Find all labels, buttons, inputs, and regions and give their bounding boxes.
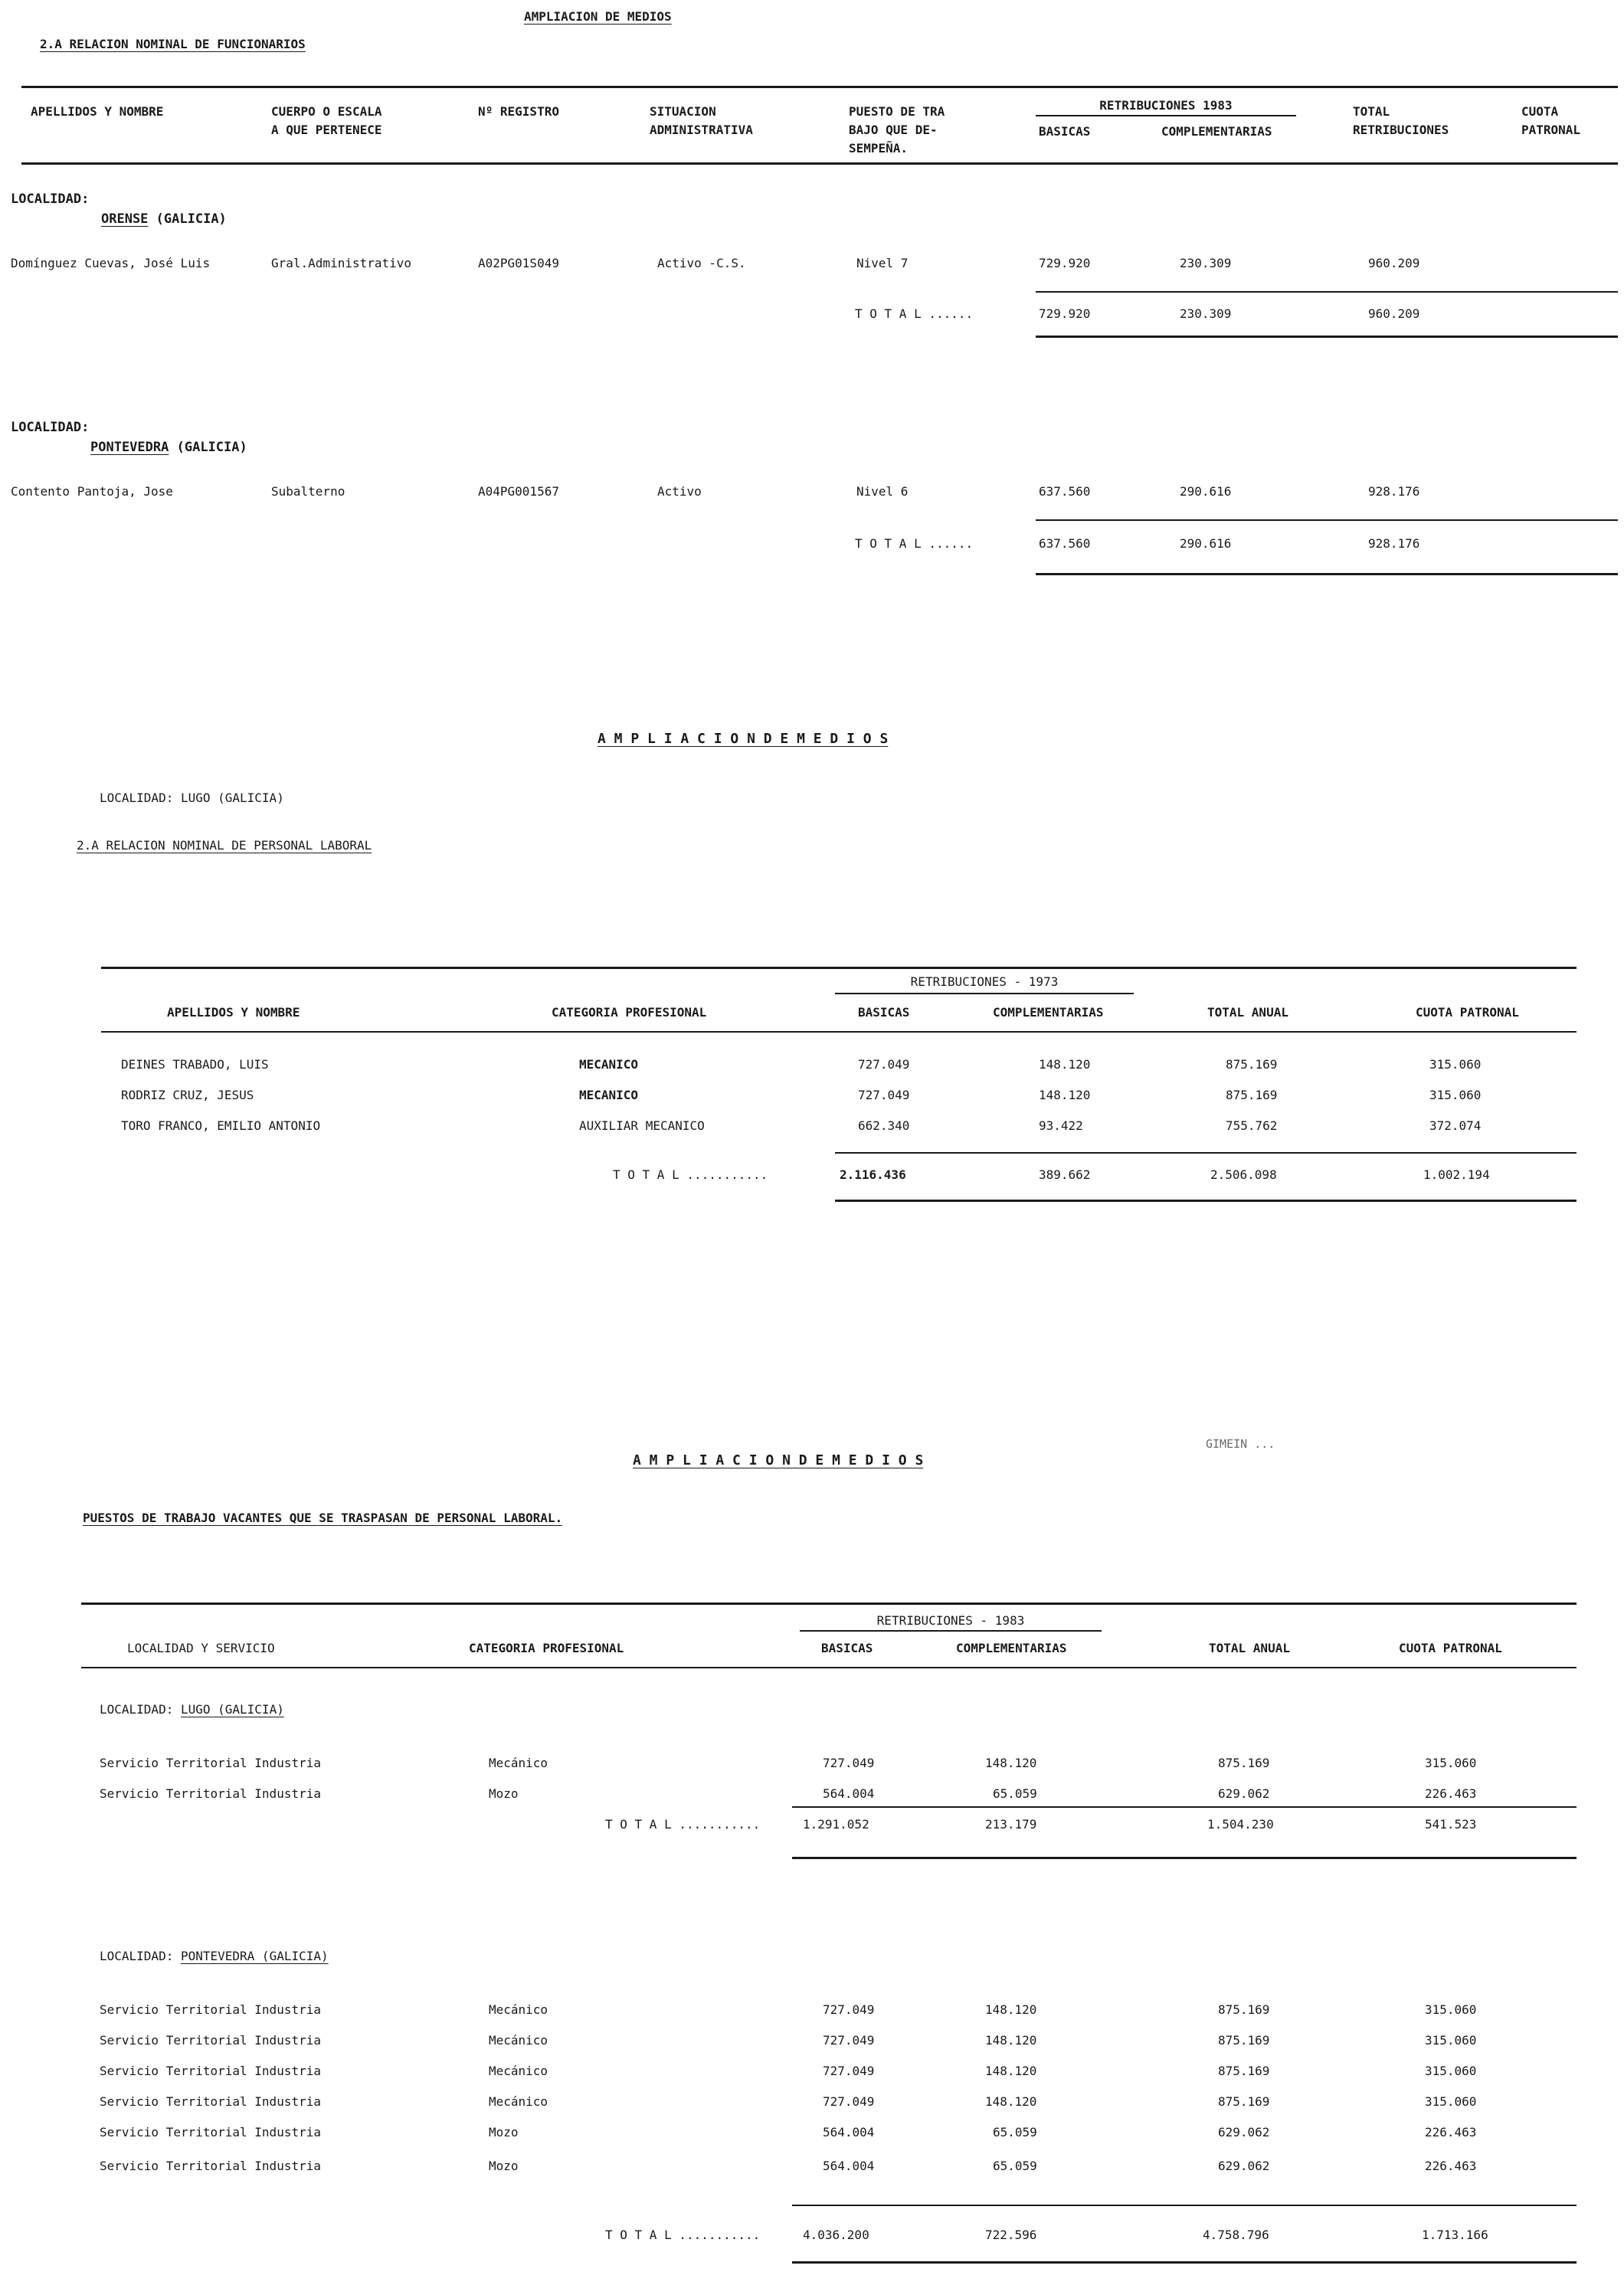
header-basicas: BASICAS <box>821 1641 873 1655</box>
total-top-rule <box>1036 519 1618 521</box>
section3-stamp: GIMEIN ... <box>1206 1437 1275 1451</box>
header-bottom-rule <box>101 1031 1577 1033</box>
cell-basicas: 727.049 <box>823 2033 875 2048</box>
total-cuota: 541.523 <box>1425 1817 1477 1832</box>
header-situacion-2: ADMINISTRATIVA <box>650 123 753 137</box>
cell-puesto: Nivel 6 <box>856 484 909 499</box>
cell-cuota: 315.060 <box>1429 1088 1482 1102</box>
cell-registro: A04PG001567 <box>478 484 559 499</box>
header-retribuciones-group: RETRIBUCIONES - 1973 <box>910 974 1059 989</box>
header-basicas: BASICAS <box>1039 124 1091 139</box>
cell-servicio: Servicio Territorial Industria <box>100 2033 321 2048</box>
header-puesto-2: BAJO QUE DE- <box>849 123 938 137</box>
cell-situacion: Activo -C.S. <box>657 256 746 270</box>
localidad-name: PONTEVEDRA (GALICIA) <box>90 440 247 455</box>
total-label: T O T A L ........... <box>605 1817 761 1832</box>
total-basicas: 1.291.052 <box>803 1817 869 1832</box>
section2-localidad: LOCALIDAD: LUGO (GALICIA) <box>100 791 284 805</box>
cell-complementarias: 290.616 <box>1180 484 1232 499</box>
cell-servicio: Servicio Territorial Industria <box>100 1756 321 1770</box>
cell-servicio: Servicio Territorial Industria <box>100 2002 321 2017</box>
header-cuerpo: CUERPO O ESCALA <box>271 104 382 119</box>
cell-total: 755.762 <box>1226 1118 1278 1133</box>
total-bottom-rule <box>835 1200 1577 1202</box>
total-bottom-rule <box>792 2261 1577 2264</box>
cell-total: 875.169 <box>1226 1057 1278 1072</box>
cell-cuota: 315.060 <box>1425 2033 1477 2048</box>
cell-complementarias: 148.120 <box>985 2002 1037 2017</box>
cell-apellidos: Contento Pantoja, Jose <box>11 484 173 499</box>
cell-total: 875.169 <box>1218 2094 1270 2109</box>
cell-servicio: Servicio Territorial Industria <box>100 2125 321 2139</box>
cell-categoria: Mecánico <box>489 1756 548 1770</box>
cell-categoria: Mozo <box>489 1786 519 1801</box>
cell-situacion: Activo <box>657 484 702 499</box>
cell-complementarias: 65.059 <box>993 2125 1037 2139</box>
cell-cuota: 315.060 <box>1425 2064 1477 2078</box>
total-complementarias: 230.309 <box>1180 306 1232 321</box>
localidad-label: LOCALIDAD: <box>11 192 90 207</box>
cell-cuerpo: Subalterno <box>271 484 345 499</box>
cell-total: 629.062 <box>1218 1786 1270 1801</box>
total-basicas: 637.560 <box>1039 536 1091 551</box>
cell-cuota: 315.060 <box>1425 2094 1477 2109</box>
cell-basicas: 727.049 <box>823 2002 875 2017</box>
table-top-rule <box>21 86 1618 88</box>
cell-total: 875.169 <box>1226 1088 1278 1102</box>
cell-cuerpo: Gral.Administrativo <box>271 256 412 270</box>
header-total: TOTAL <box>1353 104 1390 119</box>
header-situacion: SITUACION <box>650 104 716 119</box>
cell-cuota: 315.060 <box>1425 1756 1477 1770</box>
cell-basicas: 637.560 <box>1039 484 1091 499</box>
total-total: 960.209 <box>1368 306 1420 321</box>
header-total-2: RETRIBUCIONES <box>1353 123 1449 137</box>
retribuciones-rule <box>1036 115 1296 116</box>
cell-total: 629.062 <box>1218 2125 1270 2139</box>
header-bottom-rule <box>21 162 1618 165</box>
header-cuota: CUOTA PATRONAL <box>1416 1005 1519 1020</box>
header-cuerpo-2: A QUE PERTENECE <box>271 123 382 137</box>
total-label: T O T A L ........... <box>605 2228 761 2242</box>
cell-cuota: 372.074 <box>1429 1118 1482 1133</box>
cell-complementarias: 148.120 <box>985 2064 1037 2078</box>
cell-total: 629.062 <box>1218 2159 1270 2173</box>
cell-total: 875.169 <box>1218 2002 1270 2017</box>
header-total: TOTAL ANUAL <box>1207 1005 1288 1020</box>
cell-categoria: MECANICO <box>579 1088 639 1102</box>
section1-subtitle: 2.A RELACION NOMINAL DE FUNCIONARIOS <box>40 37 306 51</box>
total-total: 928.176 <box>1368 536 1420 551</box>
total-basicas: 2.116.436 <box>840 1167 906 1182</box>
header-categoria: CATEGORIA PROFESIONAL <box>469 1641 624 1655</box>
cell-categoria: AUXILIAR MECANICO <box>579 1118 705 1133</box>
cell-complementarias: 148.120 <box>985 2033 1037 2048</box>
cell-apellidos: Domínguez Cuevas, José Luis <box>11 256 211 270</box>
total-top-rule <box>792 2205 1577 2206</box>
total-complementarias: 213.179 <box>985 1817 1037 1832</box>
cell-basicas: 729.920 <box>1039 256 1091 270</box>
total-total: 2.506.098 <box>1210 1167 1277 1182</box>
cell-apellidos: RODRIZ CRUZ, JESUS <box>121 1088 254 1102</box>
table-top-rule <box>81 1603 1577 1605</box>
header-apellidos: APELLIDOS Y NOMBRE <box>31 104 164 119</box>
total-top-rule <box>835 1152 1577 1154</box>
total-label: T O T A L ........... <box>613 1167 768 1182</box>
cell-complementarias: 148.120 <box>985 2094 1037 2109</box>
cell-cuota: 226.463 <box>1425 2125 1477 2139</box>
header-puesto-3: SEMPEÑA. <box>849 141 909 156</box>
cell-complementarias: 93.422 <box>1039 1118 1083 1133</box>
header-puesto: PUESTO DE TRA <box>849 104 945 119</box>
section2-title: A M P L I A C I O N D E M E D I O S <box>598 731 889 747</box>
header-retribuciones-group: RETRIBUCIONES 1983 <box>1099 98 1233 113</box>
cell-basicas: 727.049 <box>858 1057 910 1072</box>
cell-total: 875.169 <box>1218 2033 1270 2048</box>
cell-basicas: 662.340 <box>858 1118 910 1133</box>
cell-categoria: Mecánico <box>489 2094 548 2109</box>
total-top-rule <box>792 1806 1577 1808</box>
cell-basicas: 564.004 <box>823 1786 875 1801</box>
cell-cuota: 315.060 <box>1425 2002 1477 2017</box>
cell-basicas: 564.004 <box>823 2159 875 2173</box>
cell-categoria: Mozo <box>489 2159 519 2173</box>
header-complementarias: COMPLEMENTARIAS <box>993 1005 1104 1020</box>
section3-title: A M P L I A C I O N D E M E D I O S <box>633 1452 924 1468</box>
retribuciones-rule <box>800 1630 1102 1632</box>
cell-cuota: 226.463 <box>1425 2159 1477 2173</box>
cell-servicio: Servicio Territorial Industria <box>100 1786 321 1801</box>
cell-complementarias: 65.059 <box>993 1786 1037 1801</box>
cell-categoria: Mecánico <box>489 2002 548 2017</box>
cell-cuota: 226.463 <box>1425 1786 1477 1801</box>
cell-basicas: 727.049 <box>823 1756 875 1770</box>
cell-categoria: Mecánico <box>489 2064 548 2078</box>
total-cuota: 1.713.166 <box>1422 2228 1488 2242</box>
cell-servicio: Servicio Territorial Industria <box>100 2094 321 2109</box>
total-bottom-rule <box>1036 336 1618 338</box>
cell-complementarias: 148.120 <box>985 1756 1037 1770</box>
cell-total: 960.209 <box>1368 256 1420 270</box>
total-label: T O T A L ...... <box>855 536 974 551</box>
table-top-rule <box>101 967 1577 969</box>
cell-registro: A02PG01S049 <box>478 256 559 270</box>
retribuciones-rule <box>835 993 1134 994</box>
total-basicas: 4.036.200 <box>803 2228 869 2242</box>
total-complementarias: 389.662 <box>1039 1167 1091 1182</box>
header-registro: Nº REGISTRO <box>478 104 559 119</box>
cell-apellidos: TORO FRANCO, EMILIO ANTONIO <box>121 1118 321 1133</box>
cell-servicio: Servicio Territorial Industria <box>100 2064 321 2078</box>
cell-basicas: 727.049 <box>823 2094 875 2109</box>
header-cuota: CUOTA PATRONAL <box>1399 1641 1502 1655</box>
cell-apellidos: DEINES TRABADO, LUIS <box>121 1057 269 1072</box>
total-complementarias: 290.616 <box>1180 536 1232 551</box>
total-total: 1.504.230 <box>1207 1817 1274 1832</box>
header-basicas: BASICAS <box>858 1005 910 1020</box>
total-bottom-rule <box>792 1857 1577 1859</box>
cell-basicas: 727.049 <box>858 1088 910 1102</box>
header-bottom-rule <box>81 1667 1577 1668</box>
cell-complementarias: 65.059 <box>993 2159 1037 2173</box>
header-retribuciones-group: RETRIBUCIONES - 1983 <box>876 1613 1025 1628</box>
header-complementarias: COMPLEMENTARIAS <box>956 1641 1067 1655</box>
group-localidad: LOCALIDAD: LUGO (GALICIA) <box>100 1702 284 1717</box>
cell-basicas: 727.049 <box>823 2064 875 2078</box>
total-label: T O T A L ...... <box>855 306 974 321</box>
section2-subtitle: 2.A RELACION NOMINAL DE PERSONAL LABORAL <box>77 838 372 853</box>
cell-cuota: 315.060 <box>1429 1057 1482 1072</box>
header-cuota: CUOTA <box>1521 104 1559 119</box>
section1-title: AMPLIACION DE MEDIOS <box>524 9 672 24</box>
total-complementarias: 722.596 <box>985 2228 1037 2242</box>
header-apellidos: APELLIDOS Y NOMBRE <box>167 1005 300 1020</box>
header-categoria: CATEGORIA PROFESIONAL <box>552 1005 707 1020</box>
header-complementarias: COMPLEMENTARIAS <box>1161 124 1272 139</box>
group-localidad: LOCALIDAD: PONTEVEDRA (GALICIA) <box>100 1949 329 1963</box>
cell-complementarias: 148.120 <box>1039 1057 1091 1072</box>
cell-servicio: Servicio Territorial Industria <box>100 2159 321 2173</box>
cell-puesto: Nivel 7 <box>856 256 909 270</box>
header-cuota-2: PATRONAL <box>1521 123 1581 137</box>
header-total: TOTAL ANUAL <box>1209 1641 1290 1655</box>
localidad-label: LOCALIDAD: <box>11 420 90 435</box>
total-basicas: 729.920 <box>1039 306 1091 321</box>
cell-complementarias: 230.309 <box>1180 256 1232 270</box>
total-total: 4.758.796 <box>1203 2228 1269 2242</box>
total-bottom-rule <box>1036 573 1618 575</box>
cell-total: 875.169 <box>1218 2064 1270 2078</box>
cell-complementarias: 148.120 <box>1039 1088 1091 1102</box>
total-cuota: 1.002.194 <box>1423 1167 1490 1182</box>
cell-total: 928.176 <box>1368 484 1420 499</box>
cell-categoria: Mozo <box>489 2125 519 2139</box>
localidad-name: ORENSE (GALICIA) <box>101 211 227 227</box>
cell-basicas: 564.004 <box>823 2125 875 2139</box>
section3-subtitle: PUESTOS DE TRABAJO VACANTES QUE SE TRASPASAN DE PERSONAL LABORAL. <box>83 1511 563 1525</box>
header-localidad: LOCALIDAD Y SERVICIO <box>127 1641 275 1655</box>
cell-total: 875.169 <box>1218 1756 1270 1770</box>
cell-categoria: MECANICO <box>579 1057 639 1072</box>
total-top-rule <box>1036 291 1618 293</box>
cell-categoria: Mecánico <box>489 2033 548 2048</box>
